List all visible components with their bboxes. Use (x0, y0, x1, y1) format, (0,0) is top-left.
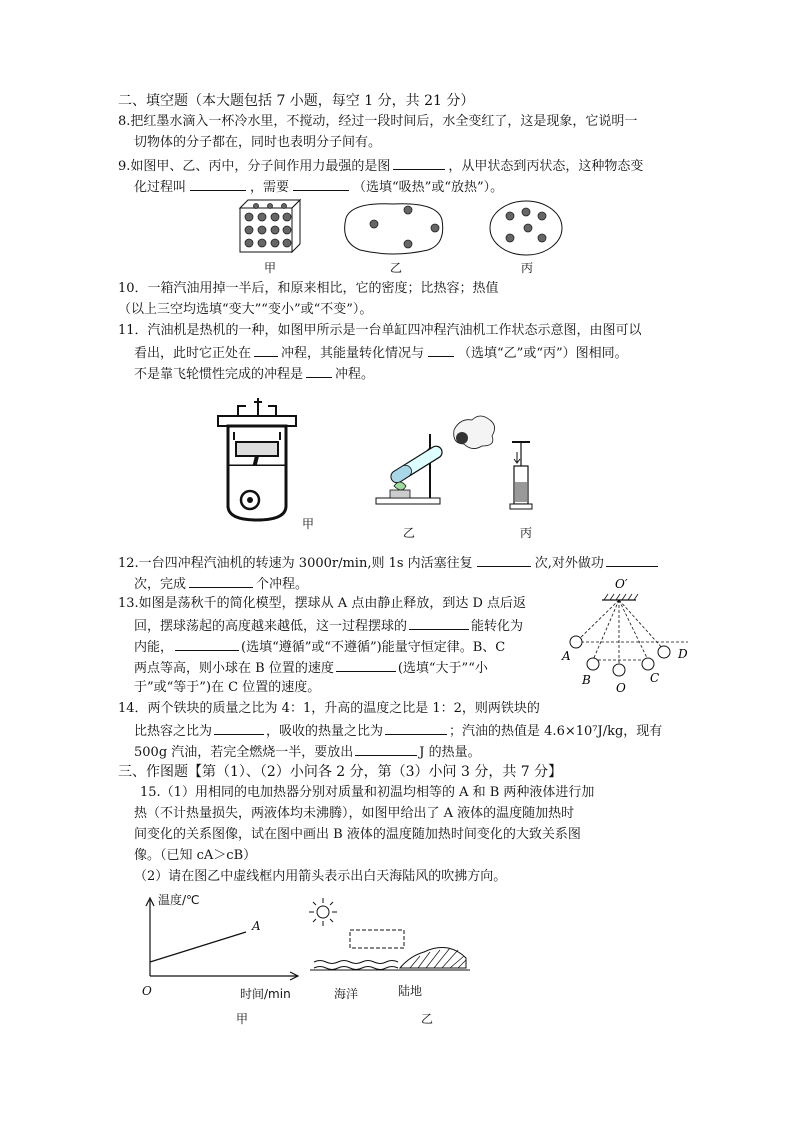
q12-line1: 12.一台四冲程汽油机的转速为 3000r/min,则 1s 内活塞往复 次,对外做功 (118, 553, 658, 573)
answer-blank[interactable] (393, 156, 445, 170)
fig-label-bing: 丙 (520, 526, 533, 540)
q13-line2: 回，摆球荡起的高度越来越低，这一过程摆球的 能转化为 (134, 616, 523, 636)
q8-line2: 切物体的分子都在，同时也表明分子间有。 (134, 135, 382, 150)
q13-line5: 于”或“等于”)在 C 位置的速度。 (134, 680, 321, 695)
pendulum-figure (560, 576, 700, 696)
q9-line2: 化过程叫 ，需要 （选填“吸热”或“放热”）。 (134, 177, 503, 197)
q15-line4: 像。（已知 cA＞cB） (134, 848, 257, 863)
molecule-solid-figure (234, 200, 314, 252)
molecule-gas-figure (338, 200, 448, 256)
sun-icon (309, 898, 337, 926)
q14-line2: 比热容之比为 ，吸收的热量之比为 ；汽油的热值是 4.6×10⁷J/kg，现有 (134, 721, 662, 741)
answer-blank[interactable] (355, 742, 417, 756)
pump-figure (508, 438, 534, 512)
answer-blank[interactable] (477, 553, 531, 567)
fig-label-jia: 甲 (302, 517, 315, 531)
section2-title: 二、填空题（本大题包括 7 小题，每空 1 分，共 21 分） (118, 93, 475, 109)
q13-line1: 13.如图是荡秋千的简化模型，摆球从 A 点由静止释放，到达 D 点后返 (118, 596, 527, 611)
answer-blank[interactable] (385, 721, 447, 735)
sea-label: 海洋 (334, 987, 359, 1001)
q15-line1: 15.（1）用相同的电加热器分别对质量和初温均相等的 A 和 B 两种液体进行加 (140, 785, 595, 800)
label-o: O (616, 681, 626, 695)
test-tube-figure (372, 414, 498, 510)
q15-line3: 间变化的关系图像，试在图中画出 B 液体的温度随加热时间变化的大致关系图 (134, 827, 581, 842)
q11-line1: 11．汽油机是热机的一种，如图甲所示是一台单缸四冲程汽油机工作状态示意图，由图可以 (118, 323, 642, 338)
answer-blank[interactable] (306, 364, 332, 378)
answer-blank[interactable] (190, 177, 246, 191)
wind-arrow-box[interactable] (350, 930, 404, 948)
q11-line2: 看出，此时它正处在 冲程，其能量转化情况与 （选填“乙”或“丙”）图相同。 (134, 343, 628, 363)
graph-origin: O (142, 984, 152, 998)
label-d: D (678, 647, 688, 661)
graph-xlabel: 时间/min (240, 987, 291, 1001)
answer-blank[interactable] (293, 177, 349, 191)
q10-line2: （以上三空均选填“变大”“变小”或“不变”）。 (118, 302, 373, 317)
answer-blank[interactable] (189, 574, 253, 588)
engine-figure (214, 396, 300, 526)
section3-title: 三、作图题【第（1）、（2）小问各 2 分，第（3）小问 3 分，共 7 分】 (118, 764, 563, 780)
graph-ylabel: 温度/℃ (158, 893, 200, 907)
q9-line1: 9.如图甲、乙、丙中，分子间作用力最强的是图 ，从甲状态到丙状态，这种物态变 (118, 156, 643, 176)
label-b: B (582, 673, 591, 687)
curve-a (150, 932, 246, 962)
answer-blank[interactable] (175, 637, 239, 651)
q15-line2: 热（不计热量损失，两液体均未沸腾），如图甲给出了 A 液体的温度随加热时 (134, 806, 575, 821)
q15-line5: （2）请在图乙中虚线框内用箭头表示出白天海陆风的吹拂方向。 (134, 869, 507, 884)
fig-label-yi: 乙 (403, 526, 416, 540)
answer-blank[interactable] (409, 616, 469, 630)
fig-label-yi: 乙 (390, 261, 403, 275)
q14-line3: 500g 汽油，若完全燃烧一半，要放出 J 的热量。 (134, 742, 481, 762)
q11-line3: 不是靠飞轮惯性完成的冲程是 冲程。 (134, 364, 374, 384)
graph-curve-label: A (252, 919, 261, 933)
answer-blank[interactable] (254, 343, 278, 357)
fig-label-jia: 甲 (264, 261, 277, 275)
label-c: C (650, 671, 660, 685)
q8-line1: 8.把红墨水滴入一杯冷水里，不搅动，经过一段时间后，水全变红了，这是现象，它说明一 (118, 114, 638, 129)
q13-line4: 两点等高，则小球在 B 位置的速度 (选填“大于”“小 (134, 658, 488, 678)
answer-blank[interactable] (336, 658, 396, 672)
label-a: A (562, 649, 571, 663)
fig-label-yi: 乙 (421, 1012, 434, 1026)
answer-blank[interactable] (428, 343, 454, 357)
land-label: 陆地 (398, 984, 423, 998)
answer-blank[interactable] (214, 721, 264, 735)
q10-line1: 10．一箱汽油用掉一半后，和原来相比，它的密度；比热容；热值 (118, 281, 499, 296)
label-o-prime: O′ (615, 577, 628, 591)
q12-line2: 次，完成 个冲程。 (134, 574, 308, 594)
molecule-liquid-figure (488, 200, 564, 256)
q14-line1: 14．两个铁块的质量之比为 4：1，升高的温度之比是 1：2，则两铁块的 (118, 701, 540, 716)
fig-label-bing: 丙 (521, 261, 534, 275)
q13-line3: 内能， (选填“遵循”或“不遵循”)能量守恒定律。B、C (134, 637, 505, 657)
fig-label-jia: 甲 (236, 1012, 249, 1026)
answer-blank[interactable] (606, 553, 658, 567)
sea-land-figure (306, 896, 478, 988)
